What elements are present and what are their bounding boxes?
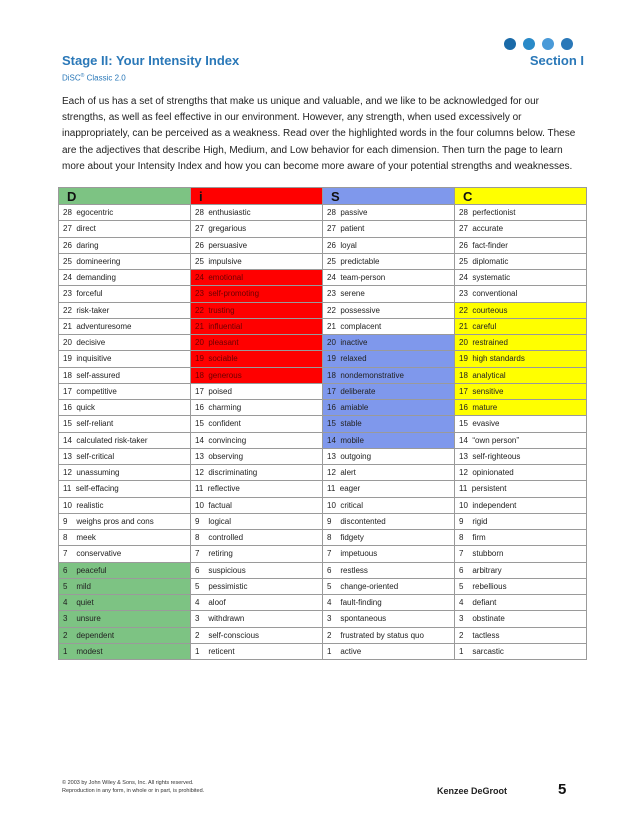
cell-i: 1 reticent xyxy=(191,643,323,659)
cell-s: 12 alert xyxy=(323,465,455,481)
table-row xyxy=(59,513,587,529)
cell-s: 24 team-person xyxy=(323,270,455,286)
cell-c: 24 systematic xyxy=(455,270,587,286)
table-row xyxy=(59,627,587,643)
table-header-row xyxy=(59,188,587,205)
cell-c: 4 defiant xyxy=(455,595,587,611)
cell-s: 18 nondemonstrative xyxy=(323,367,455,383)
cell-i: 26 persuasive xyxy=(191,237,323,253)
table-row xyxy=(59,530,587,546)
cell-s: 7 impetuous xyxy=(323,546,455,562)
cell-i: 15 confident xyxy=(191,416,323,432)
intensity-index-table xyxy=(58,187,587,660)
cell-i: 27 gregarious xyxy=(191,221,323,237)
table-row xyxy=(59,253,587,269)
page-number: 5 xyxy=(558,781,567,798)
cell-s: 2 frustrated by status quo xyxy=(323,627,455,643)
cell-s: 27 patient xyxy=(323,221,455,237)
cell-d: 1 modest xyxy=(59,643,191,659)
table-row xyxy=(59,351,587,367)
cell-c: 16 mature xyxy=(455,400,587,416)
cell-s: 16 amiable xyxy=(323,400,455,416)
cell-d: 19 inquisitive xyxy=(59,351,191,367)
cell-i: 7 retiring xyxy=(191,546,323,562)
cell-i: 8 controlled xyxy=(191,530,323,546)
cell-c: 2 tactless xyxy=(455,627,587,643)
cell-s: 20 inactive xyxy=(323,335,455,351)
cell-c: 9 rigid xyxy=(455,513,587,529)
cell-c: 19 high standards xyxy=(455,351,587,367)
cell-d: 10 realistic xyxy=(59,497,191,513)
cell-s: 17 deliberate xyxy=(323,383,455,399)
cell-i: 5 pessimistic xyxy=(191,578,323,594)
cell-c: 10 independent xyxy=(455,497,587,513)
cell-c: 23 conventional xyxy=(455,286,587,302)
cell-s: 14 mobile xyxy=(323,432,455,448)
cell-c: 17 sensitive xyxy=(455,383,587,399)
table-row xyxy=(59,643,587,659)
cell-i: 24 emotional xyxy=(191,270,323,286)
table-row xyxy=(59,578,587,594)
cell-d: 14 calculated risk-taker xyxy=(59,432,191,448)
cell-c: 26 fact-finder xyxy=(455,237,587,253)
cell-d: 20 decisive xyxy=(59,335,191,351)
cell-d: 3 unsure xyxy=(59,611,191,627)
cell-d: 8 meek xyxy=(59,530,191,546)
cell-i: 14 convincing xyxy=(191,432,323,448)
cell-i: 20 pleasant xyxy=(191,335,323,351)
table-row xyxy=(59,448,587,464)
table-row xyxy=(59,221,587,237)
table-row xyxy=(59,205,587,221)
cell-i: 11 reflective xyxy=(191,481,323,497)
cell-c: 25 diplomatic xyxy=(455,253,587,269)
cell-i: 18 generous xyxy=(191,367,323,383)
table-row xyxy=(59,335,587,351)
copyright-line-1: © 2003 by John Wiley & Sons, Inc. All rights reserved. xyxy=(62,780,194,786)
table-row xyxy=(59,546,587,562)
cell-s: 26 loyal xyxy=(323,237,455,253)
cell-s: 21 complacent xyxy=(323,318,455,334)
table-row xyxy=(59,383,587,399)
cell-c: 3 obstinate xyxy=(455,611,587,627)
cell-d: 7 conservative xyxy=(59,546,191,562)
registered-mark: ® xyxy=(80,73,85,79)
table-row xyxy=(59,367,587,383)
table-row xyxy=(59,286,587,302)
page-title: Stage II: Your Intensity Index xyxy=(62,53,240,68)
cell-c: 11 persistent xyxy=(455,481,587,497)
cell-d: 6 peaceful xyxy=(59,562,191,578)
column-header-d: D xyxy=(59,188,191,205)
table-row xyxy=(59,497,587,513)
cell-i: 6 suspicious xyxy=(191,562,323,578)
cell-i: 2 self-conscious xyxy=(191,627,323,643)
cell-s: 11 eager xyxy=(323,481,455,497)
cell-c: 13 self-righteous xyxy=(455,448,587,464)
dot-2 xyxy=(523,38,535,50)
table-row xyxy=(59,270,587,286)
cell-c: 5 rebellious xyxy=(455,578,587,594)
cell-s: 10 critical xyxy=(323,497,455,513)
cell-c: 14 “own person” xyxy=(455,432,587,448)
cell-s: 23 serene xyxy=(323,286,455,302)
cell-c: 8 firm xyxy=(455,530,587,546)
dot-1 xyxy=(504,38,516,50)
cell-d: 26 daring xyxy=(59,237,191,253)
cell-s: 6 restless xyxy=(323,562,455,578)
cell-c: 22 courteous xyxy=(455,302,587,318)
column-header-c: C xyxy=(455,188,587,205)
cell-s: 13 outgoing xyxy=(323,448,455,464)
cell-c: 15 evasive xyxy=(455,416,587,432)
section-label: Section I xyxy=(529,53,584,68)
table-row xyxy=(59,432,587,448)
table-row xyxy=(59,481,587,497)
cell-d: 21 adventuresome xyxy=(59,318,191,334)
cell-i: 4 aloof xyxy=(191,595,323,611)
cell-d: 17 competitive xyxy=(59,383,191,399)
cell-s: 22 possessive xyxy=(323,302,455,318)
table-row xyxy=(59,562,587,578)
table-row xyxy=(59,465,587,481)
cell-s: 1 active xyxy=(323,643,455,659)
decorative-dots xyxy=(504,38,573,50)
cell-d: 11 self-effacing xyxy=(59,481,191,497)
page-subtitle xyxy=(62,73,126,83)
column-header-i: i xyxy=(191,188,323,205)
cell-s: 15 stable xyxy=(323,416,455,432)
cell-d: 2 dependent xyxy=(59,627,191,643)
cell-i: 9 logical xyxy=(191,513,323,529)
copyright-line-2: Reproduction in any form, in whole or in part, is prohibited. xyxy=(62,788,205,794)
author-name: Kenzee DeGroot xyxy=(437,786,508,796)
cell-s: 25 predictable xyxy=(323,253,455,269)
cell-c: 21 careful xyxy=(455,318,587,334)
cell-s: 3 spontaneous xyxy=(323,611,455,627)
cell-i: 17 poised xyxy=(191,383,323,399)
cell-i: 21 influential xyxy=(191,318,323,334)
cell-d: 15 self-reliant xyxy=(59,416,191,432)
cell-d: 23 forceful xyxy=(59,286,191,302)
cell-i: 23 self-promoting xyxy=(191,286,323,302)
cell-d: 9 weighs pros and cons xyxy=(59,513,191,529)
cell-c: 1 sarcastic xyxy=(455,643,587,659)
cell-i: 12 discriminating xyxy=(191,465,323,481)
cell-d: 22 risk-taker xyxy=(59,302,191,318)
cell-s: 4 fault-finding xyxy=(323,595,455,611)
cell-i: 19 sociable xyxy=(191,351,323,367)
cell-c: 18 analytical xyxy=(455,367,587,383)
cell-c: 12 opinionated xyxy=(455,465,587,481)
cell-s: 9 discontented xyxy=(323,513,455,529)
cell-i: 10 factual xyxy=(191,497,323,513)
table-row xyxy=(59,302,587,318)
table-row xyxy=(59,595,587,611)
cell-s: 8 fidgety xyxy=(323,530,455,546)
cell-d: 28 egocentric xyxy=(59,205,191,221)
cell-c: 6 arbitrary xyxy=(455,562,587,578)
cell-d: 5 mild xyxy=(59,578,191,594)
subtitle-rest: Classic 2.0 xyxy=(84,73,126,83)
cell-d: 24 demanding xyxy=(59,270,191,286)
dot-3 xyxy=(542,38,554,50)
copyright-notice xyxy=(62,779,204,795)
table-row xyxy=(59,237,587,253)
table-body xyxy=(59,205,587,660)
cell-d: 12 unassuming xyxy=(59,465,191,481)
cell-c: 20 restrained xyxy=(455,335,587,351)
cell-d: 4 quiet xyxy=(59,595,191,611)
intro-paragraph: Each of us has a set of strengths that make us unique and valuable, and we like to be acknowledged for our strengths, as well as feel effective in our environment. However, any strength, when used excessively or inappropriately, can be perceived as a weakness. Read over the highlighted words in the four columns below. These are the adjectives that describe High, Medium, and Low behavior for each dimension. Then turn the page to learn more about your Intensity Index and how you can become more aware of your potential strengths and weaknesses. xyxy=(62,96,576,172)
cell-d: 13 self-critical xyxy=(59,448,191,464)
table-row xyxy=(59,611,587,627)
cell-d: 18 self-assured xyxy=(59,367,191,383)
table-row xyxy=(59,318,587,334)
cell-i: 25 impulsive xyxy=(191,253,323,269)
column-header-s: S xyxy=(323,188,455,205)
cell-i: 13 observing xyxy=(191,448,323,464)
table-row xyxy=(59,400,587,416)
cell-i: 22 trusting xyxy=(191,302,323,318)
cell-s: 28 passive xyxy=(323,205,455,221)
cell-i: 3 withdrawn xyxy=(191,611,323,627)
cell-s: 5 change-oriented xyxy=(323,578,455,594)
cell-i: 28 enthusiastic xyxy=(191,205,323,221)
dot-4 xyxy=(561,38,573,50)
cell-i: 16 charming xyxy=(191,400,323,416)
cell-c: 7 stubborn xyxy=(455,546,587,562)
subtitle-main: DiSC xyxy=(62,73,81,83)
table-row xyxy=(59,416,587,432)
cell-d: 25 domineering xyxy=(59,253,191,269)
cell-d: 27 direct xyxy=(59,221,191,237)
cell-c: 27 accurate xyxy=(455,221,587,237)
cell-c: 28 perfectionist xyxy=(455,205,587,221)
cell-d: 16 quick xyxy=(59,400,191,416)
cell-s: 19 relaxed xyxy=(323,351,455,367)
